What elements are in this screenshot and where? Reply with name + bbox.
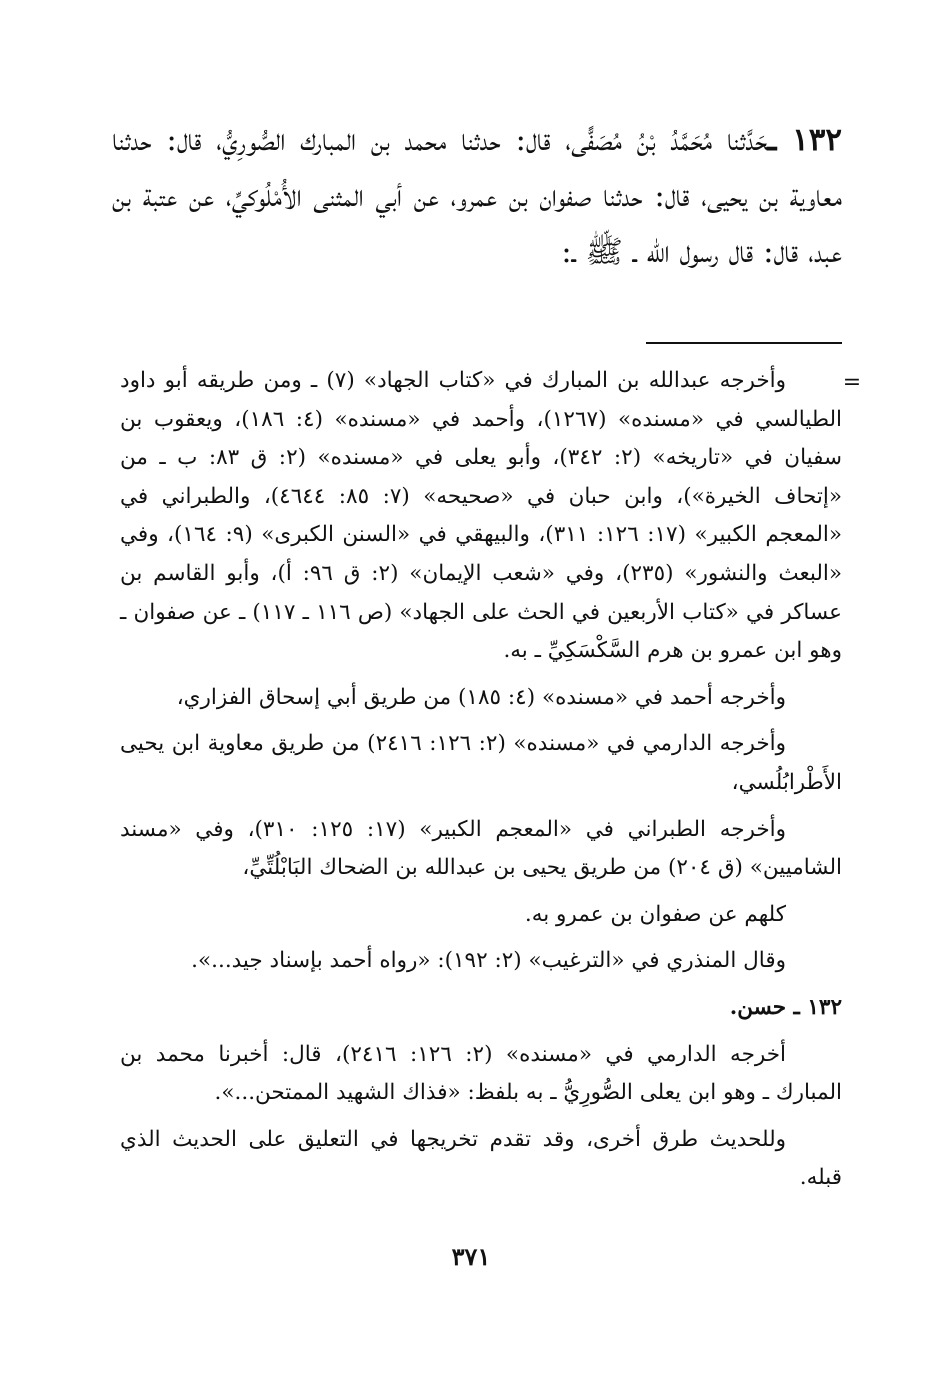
hadith-number: ١٣٢ ـ: [767, 122, 843, 158]
hadith-body: حَدَّثنا مُحَمَّدُ بْنُ مُصَفًّى، قال: حدثنا محمد بن المبارك الصُّورِيُّ، قال: حدثنا معاوية بن يحيى، قال: حدثنا صفوان بن عمرو، عن أبي المثنى الأُمْلُوكيِّ، عن عتبة بن عبد، قال: قال رسول الله ـ ﷺ ـ:: [112, 122, 842, 270]
footnote-paragraph-ahmad: وأخرجه أحمد في «مسنده» (٤: ١٨٥) من طريق أبي إسحاق الفزاري،: [176, 684, 786, 710]
footnote-paragraph-tabarani: وأخرجه الطبراني في «المعجم الكبير» (١٧: ١٢٥: ٣١٠)، وفي «مسند الشاميين» (ق ٢٠٤) من طريق يحيى بن عبدالله بن الضحاك البَابْلُتِّيِّ،: [120, 816, 842, 881]
footnote-grading-note: وللحديث طرق أخرى، وقد تقدم تخريجها في التعليق على الحديث الذي قبله.: [120, 1126, 842, 1191]
footnote-grading-heading: ١٣٢ ـ حسن.: [729, 994, 842, 1020]
main-hadith-text: [112, 112, 842, 280]
footnotes-section: [120, 362, 842, 1206]
footnote-continuation-mark: =: [842, 370, 862, 395]
footnote-paragraph-darimi: وأخرجه الدارمي في «مسنده» (٢: ١٢٦: ٢٤١٦) من طريق معاوية ابن يحيى الأَطْرابُلُسي،: [120, 731, 842, 795]
footnote-paragraph-mundhiri: وقال المنذري في «الترغيب» (٢: ١٩٢): «رواه أحمد بإسناد جيد...».: [191, 948, 786, 974]
footnote-paragraph-summary: كلهم عن صفوان بن عمرو به.: [524, 901, 786, 927]
footnote-paragraph-sources: وأخرجه عبدالله بن المبارك في «كتاب الجهاد» (٧) ـ ومن طريقه أبو داود الطيالسي في «مسنده» (١٢٦٧)، وأحمد في «مسنده» (٤: ١٨٦)، ويعقوب بن سفيان في «تاريخه» (٢: ٣٤٢)، وأبو يعلى في «مسنده» (٢: ق ٨٣: ب ـ من «إتحاف الخيرة»)، وابن حبان في «صحيحه» (٧: ٨٥: ٤٦٤٤)، والطبراني في «المعجم الكبير» (١٧: ١٢٦: ٣١١)، والبيهقي في «السنن الكبرى» (٩: ١٦٤)، وفي «البعث والنشور» (٢٣٥)، وفي «شعب الإيمان» (٢: ق ٩٦: أ)، وأبو القاسم بن عساكر في «كتاب الأربعين في الحث على الجهاد» (ص ١١٦ ـ ١١٧) ـ عن صفوان ـ وهو ابن عمرو بن هرم السَّكْسَكِيِّ ـ به.: [120, 368, 843, 664]
footnote-grading-paragraph: أخرجه الدارمي في «مسنده» (٢: ١٢٦: ٢٤١٦)، قال: أخبرنا محمد بن المبارك ـ وهو ابن يعلى الصُّورِيُّ ـ به بلفظ: «فذاك الشهيد الممتحن...».: [120, 1041, 842, 1106]
hadith-paragraph: [112, 112, 842, 280]
footnote-separator-rule: [646, 342, 842, 344]
page-number: ٣٧١: [451, 1242, 491, 1271]
